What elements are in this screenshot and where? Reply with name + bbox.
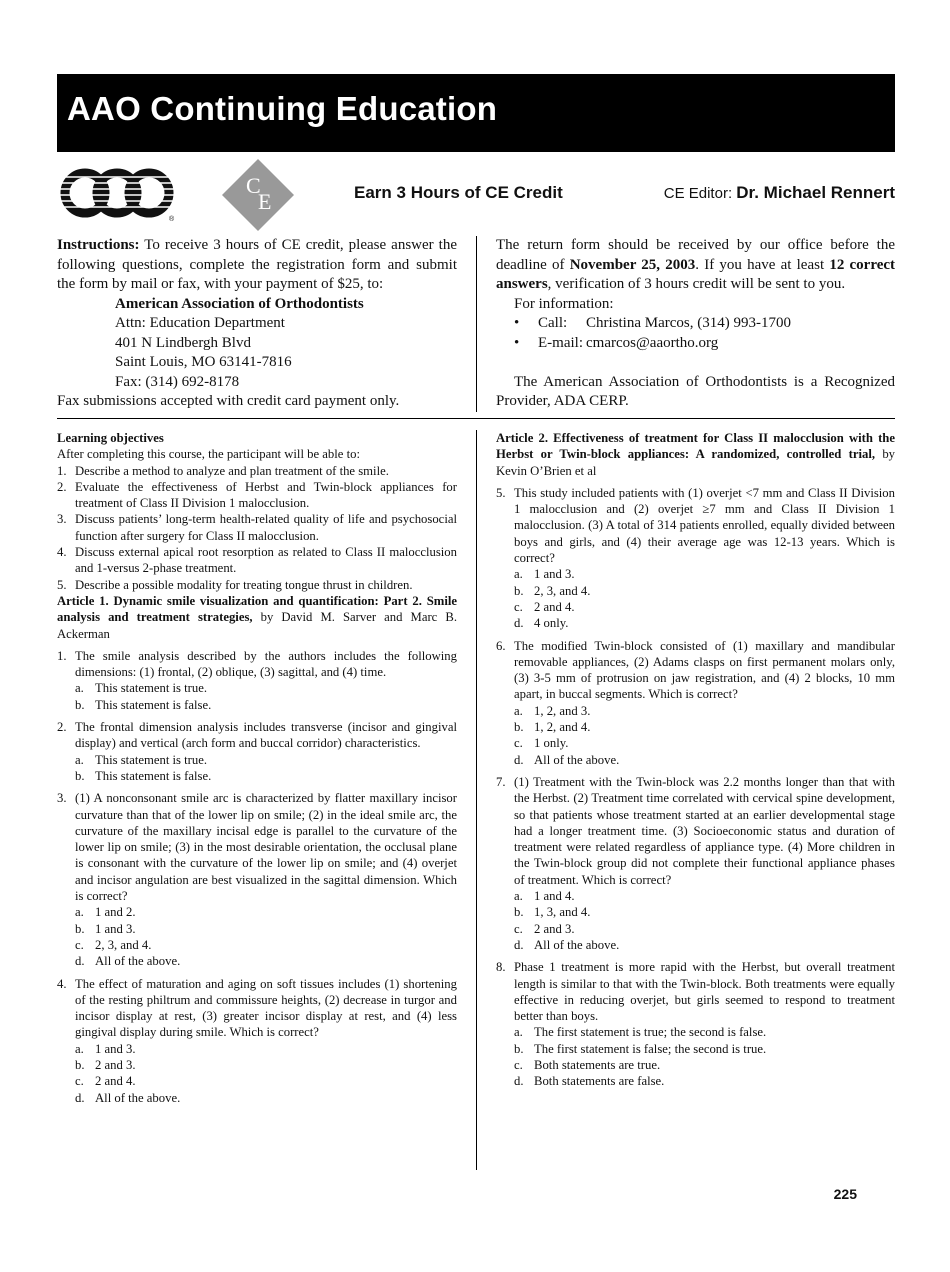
option-text: 1 and 3.: [95, 1041, 136, 1056]
option-text: 1 and 3.: [95, 921, 136, 936]
article-2-heading: Article 2. Effectiveness of treatment for Class II malocclusion with the Herbst or Twin-block appliances: A randomized, controlled trial, by Kevin O’Brien et al: [496, 431, 895, 478]
option-text: This statement is false.: [95, 697, 212, 712]
answer-option: [514, 583, 895, 599]
answer-option: [514, 1057, 895, 1073]
instructions-text: Instructions: To receive 3 hours of CE credit, please answer the following questions, complete the registration form and submit the form by mail or fax, with your payment of $25, to:: [57, 237, 457, 292]
answer-option: [514, 904, 895, 920]
question-number: 5.: [496, 485, 506, 500]
answer-option: [75, 904, 457, 920]
contact-call: • Call: Christina Marcos, (314) 993-1700: [514, 315, 791, 331]
question-number: 4.: [57, 976, 67, 991]
right-column: [496, 430, 895, 1090]
question-item: [496, 959, 895, 1089]
question-body: [514, 959, 895, 1089]
option-letter: b.: [514, 1041, 524, 1056]
answer-option: [514, 735, 895, 751]
question-body: [514, 485, 895, 632]
option-letter: a.: [75, 905, 84, 920]
page-number: 225: [833, 1186, 857, 1202]
option-letter: b.: [514, 720, 524, 735]
answer-option: [514, 937, 895, 953]
answer-option: [75, 697, 457, 713]
editor-name: Dr. Michael Rennert: [736, 183, 895, 202]
editor-label: CE Editor:: [663, 185, 733, 202]
svg-text:®: ®: [169, 216, 175, 223]
objective-item: [57, 577, 457, 593]
option-letter: d.: [514, 752, 524, 767]
answer-option: [514, 1024, 895, 1040]
question-item: [57, 648, 457, 713]
column-divider: [476, 236, 477, 412]
answer-option: [514, 615, 895, 631]
answer-option: [514, 921, 895, 937]
option-letter: c.: [514, 1057, 523, 1072]
option-letter: b.: [514, 905, 524, 920]
question-number: 8.: [496, 960, 506, 975]
objectives-title: Learning objectives: [57, 431, 164, 445]
option-text: 2 and 3.: [95, 1057, 136, 1072]
option-letter: c.: [514, 599, 523, 614]
article-1-heading: Article 1. Dynamic smile visualization and quantification: Part 2. Smile analysis and treatment strategies, by David M. Sarver and Marc B. Ackerman: [57, 593, 457, 641]
question-body: [514, 638, 895, 768]
header-banner: [57, 74, 895, 152]
option-text: 1 and 4.: [534, 889, 575, 904]
column-divider: [476, 430, 477, 1170]
objective-item: [57, 544, 457, 577]
question-body: [75, 719, 457, 784]
answer-option: [75, 1041, 457, 1057]
question-number: 7.: [496, 774, 506, 789]
option-letter: c.: [514, 921, 523, 936]
contact-email: • E-mail: cmarcos@aaortho.org: [514, 334, 719, 351]
left-column: [57, 430, 457, 1106]
option-letter: d.: [75, 954, 85, 969]
option-letter: a.: [514, 567, 523, 582]
answer-option: [75, 921, 457, 937]
question-body: [75, 790, 457, 969]
instructions-block: [57, 236, 457, 412]
option-letter: b.: [75, 697, 85, 712]
question-item: [57, 976, 457, 1106]
option-text: This statement is false.: [95, 768, 212, 783]
option-text: 2 and 4.: [95, 1074, 136, 1089]
questions-right: [496, 485, 895, 1090]
option-letter: c.: [514, 736, 523, 751]
option-letter: b.: [75, 1057, 85, 1072]
answer-option: [75, 680, 457, 696]
option-text: 1 only.: [534, 736, 569, 751]
option-letter: b.: [75, 768, 85, 783]
question-item: [57, 719, 457, 784]
option-text: This statement is true.: [95, 681, 208, 696]
option-text: All of the above.: [534, 752, 620, 767]
question-item: [57, 790, 457, 969]
option-text: 2 and 4.: [534, 599, 575, 614]
objective-number: 2.: [57, 479, 67, 494]
answer-option: [75, 953, 457, 969]
option-letter: a.: [75, 752, 84, 767]
answer-option: [75, 1090, 457, 1106]
answer-option: [75, 768, 457, 784]
answer-option: [514, 719, 895, 735]
option-text: 4 only.: [534, 616, 569, 631]
question-number: 2.: [57, 720, 67, 735]
option-letter: d.: [514, 616, 524, 631]
question-body: [514, 774, 895, 953]
objective-number: 1.: [57, 463, 67, 478]
option-text: 2 and 3.: [534, 921, 575, 936]
objective-text: Describe a possible modality for treating tongue thrust in children.: [75, 577, 413, 592]
questions-left: [57, 648, 457, 1106]
question-item: [496, 638, 895, 768]
question-stem: This study included patients with (1) overjet <7 mm and Class II Division 1 malocclusion and (2) overjet ≥7 mm and Class II Division 1 malocclusion. (3) A total of 314 patients enrolled, equally divided between boys and girls, and (4) their average age was 12-13 years. Which is correct?: [514, 485, 895, 566]
objective-item: [57, 511, 457, 544]
mailing-address: American Association of Orthodontists Attn: Education Department 401 N Lindbergh Blvd Saint Louis, MO 63141-7816 Fax: (314) 692-8178: [115, 295, 364, 390]
objective-text: Evaluate the effectiveness of Herbst and Twin-block appliances for treatment of Class II Division 1 malocclusion.: [75, 479, 457, 511]
option-text: Both statements are false.: [534, 1074, 665, 1089]
question-item: [496, 774, 895, 953]
aao-logo: [57, 163, 177, 223]
option-text: This statement is true.: [95, 752, 208, 767]
question-body: [75, 648, 457, 713]
option-text: 1, 3, and 4.: [534, 905, 591, 920]
question-stem: The smile analysis described by the authors includes the following dimensions: (1) frontal, (2) oblique, (3) sagittal, and (4) time.: [75, 648, 457, 680]
option-text: The first statement is false; the second is true.: [534, 1041, 767, 1056]
svg-text:C: C: [246, 173, 261, 198]
answer-option: [75, 937, 457, 953]
option-text: The first statement is true; the second is false.: [534, 1025, 767, 1040]
objectives-list: [57, 463, 457, 593]
option-text: 1 and 3.: [534, 567, 575, 582]
objective-number: 5.: [57, 577, 67, 592]
option-letter: b.: [75, 921, 85, 936]
option-text: 1, 2, and 3.: [534, 703, 591, 718]
return-info-block: The return form should be received by our office before the deadline of November 25, 2003. If you have at least 12 correct answers, verification of 3 hours credit will be sent to you. For information: • Call: Christina Marcos, (314) 993-1700 • E-mail: cmarcos@aaortho.org The American Association of Orthodontists is a Recognized Provider, ADA CERP.: [496, 236, 895, 412]
option-letter: c.: [75, 1074, 84, 1089]
option-letter: a.: [514, 889, 523, 904]
provider-note: The American Association of Orthodontists is a Recognized Provider, ADA CERP.: [496, 373, 895, 409]
question-stem: (1) Treatment with the Twin-block was 2.2 months longer than that with the Herbst. (2) Treatment time correlated with cervical spine development, so that patients whose treatment started at an earlier developmental stage had a longer treatment time. (3) Socioeconomic status and duration of treatment were related regardless of appliance type. (4) More children in the Twin-block group did not complete their functional appliance phases of treatment. Which is correct?: [514, 774, 895, 887]
objective-text: Discuss patients’ long-term health-related quality of life and psychosocial function after surgery for Class II malocclusion.: [75, 512, 457, 543]
question-stem: (1) A nonconsonant smile arc is characterized by flatter maxillary incisor curvature than that of the lower lip on smile; (2) in the ideal smile arc, the curvature of the maxillary incisal edge is parallel to the curvature of the lower lip on smile; (3) in the most desirable orientation, the occlusal plane is consonant with the curvature of the lower lip on smile; and (4) overjet and incisor angulation are best visualized in the sagittal dimension. Which is correct?: [75, 791, 457, 904]
answer-option: [514, 566, 895, 582]
option-letter: d.: [514, 937, 524, 952]
option-letter: d.: [75, 1090, 85, 1105]
ce-logo: [222, 159, 294, 231]
option-letter: a.: [75, 681, 84, 696]
option-text: 1, 2, and 4.: [534, 720, 591, 735]
answer-option: [514, 888, 895, 904]
option-text: 1 and 2.: [95, 905, 136, 920]
section-divider: [57, 418, 895, 419]
option-text: All of the above.: [95, 1090, 181, 1105]
answer-option: [514, 599, 895, 615]
svg-text:E: E: [258, 189, 272, 214]
question-item: [496, 485, 895, 632]
answer-option: [514, 1041, 895, 1057]
question-stem: The effect of maturation and aging on soft tissues includes (1) shortening of the resting philtrum and commissure heights, (2) decrease in turgor and incisor display at rest, (3) greater incisor display at rest, and (4) less gingival display during smile. Which is correct?: [75, 976, 457, 1040]
option-letter: a.: [514, 703, 523, 718]
option-text: 2, 3, and 4.: [534, 583, 591, 598]
ce-editor: [664, 183, 895, 203]
answer-option: [75, 1073, 457, 1089]
objective-number: 3.: [57, 512, 67, 527]
objective-text: Discuss external apical root resorption as related to Class II malocclusion and 1-versus 2-phase treatment.: [75, 545, 457, 576]
question-stem: Phase 1 treatment is more rapid with the Herbst, but overall treatment length is similar to that with the Twin-block. Both treatments were equally effective in reducing overjet, but girls seemed to respond to treatment better than boys.: [514, 960, 895, 1024]
option-letter: c.: [75, 937, 84, 952]
deadline-text: The return form should be received by our office before the deadline of November 25, 2003. If you have at least 12 correct answers, verification of 3 hours credit will be sent to you.: [496, 237, 896, 292]
question-number: 1.: [57, 648, 67, 663]
option-text: 2, 3, and 4.: [95, 937, 152, 952]
answer-option: [514, 752, 895, 768]
answer-option: [514, 1073, 895, 1089]
option-letter: b.: [514, 583, 524, 598]
question-stem: The modified Twin-block consisted of (1) maxillary and mandibular removable appliances, (2) Adams clasps on first permanent molars only, (3) 3-5 mm of protrusion on jaw registration, and (4) 2 blocks, 10 mm apart, in buccal segments. Which is correct?: [514, 638, 895, 702]
objective-item: [57, 463, 457, 479]
objective-number: 4.: [57, 545, 67, 560]
option-text: Both statements are true.: [534, 1057, 661, 1072]
question-stem: The frontal dimension analysis includes transverse (incisor and gingival display) and vertical (arch form and buccal corridor) characteristics.: [75, 720, 457, 751]
fax-note: Fax submissions accepted with credit card payment only.: [57, 393, 400, 409]
answer-option: [75, 1057, 457, 1073]
option-letter: a.: [514, 1025, 523, 1040]
question-number: 3.: [57, 791, 67, 806]
objective-text: Describe a method to analyze and plan treatment of the smile.: [75, 463, 389, 478]
answer-option: [75, 752, 457, 768]
option-letter: d.: [514, 1074, 524, 1089]
objective-item: [57, 479, 457, 512]
question-number: 6.: [496, 638, 506, 653]
ce-credit-heading: Earn 3 Hours of CE Credit: [354, 183, 563, 202]
option-text: All of the above.: [95, 954, 181, 969]
option-text: All of the above.: [534, 937, 620, 952]
answer-option: [514, 703, 895, 719]
option-letter: a.: [75, 1041, 84, 1056]
objectives-intro: After completing this course, the participant will be able to:: [57, 447, 361, 462]
page-title: AAO Continuing Education: [67, 90, 498, 127]
question-body: [75, 976, 457, 1106]
